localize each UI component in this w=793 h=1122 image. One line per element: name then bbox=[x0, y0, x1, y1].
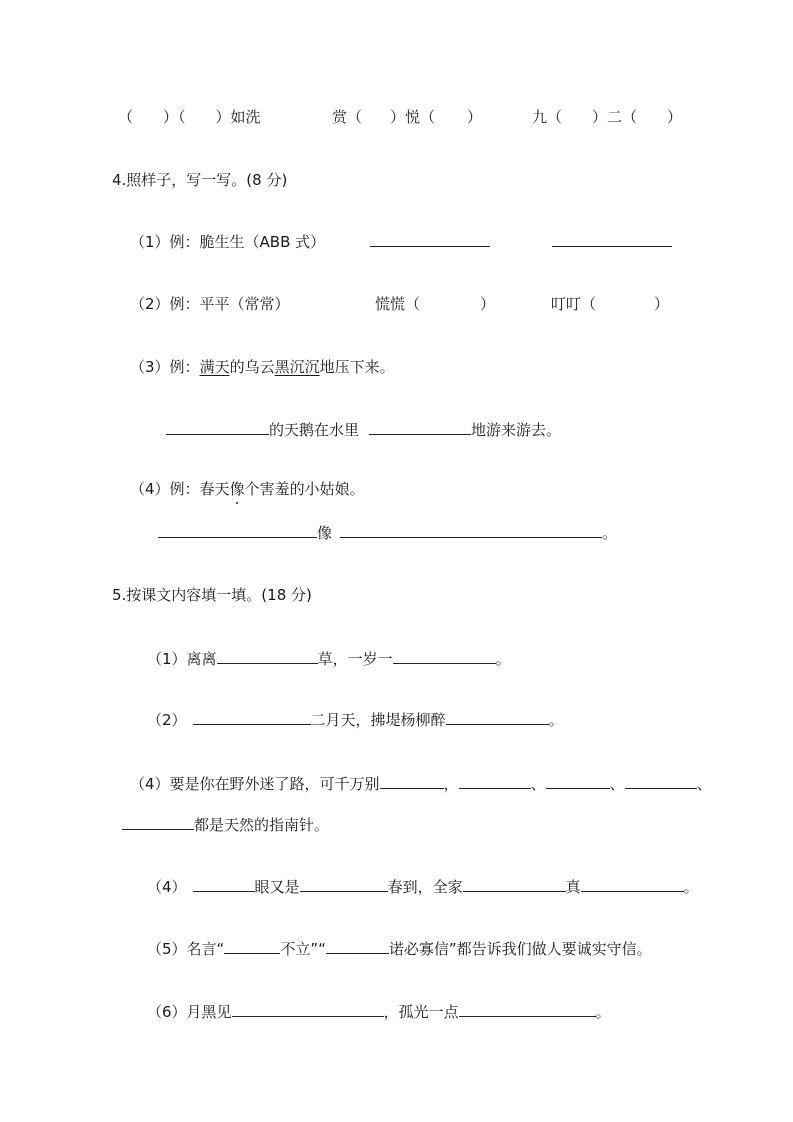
answer-blank[interactable] bbox=[158, 523, 317, 538]
answer-blank[interactable] bbox=[435, 108, 467, 122]
q5-item-2 bbox=[147, 710, 564, 730]
answer-blank[interactable] bbox=[224, 939, 280, 954]
answer-blank[interactable] bbox=[552, 232, 672, 247]
item-number: （4） bbox=[147, 878, 187, 896]
item-text: 月黑见 bbox=[186, 1003, 232, 1021]
answer-blank[interactable] bbox=[625, 774, 697, 789]
item-text: 要是你在野外迷了路，可千万别 bbox=[169, 775, 380, 793]
answer-blank[interactable] bbox=[133, 108, 163, 122]
answer-blank[interactable] bbox=[193, 877, 255, 892]
paren-open: （ bbox=[118, 108, 134, 126]
paren-close: ） bbox=[654, 295, 670, 313]
answer-blank[interactable] bbox=[340, 523, 602, 538]
item-text: ，孤光一点 bbox=[383, 1003, 459, 1021]
idiom-fill-row-2 bbox=[332, 107, 482, 127]
item-text: 名言“ bbox=[186, 940, 225, 958]
word: 叮叮（ bbox=[551, 295, 597, 313]
answer-blank[interactable] bbox=[186, 108, 216, 122]
item-text: 例： bbox=[169, 358, 200, 376]
q5-item-6 bbox=[147, 1002, 611, 1022]
idiom-text: ）二（ bbox=[592, 108, 638, 126]
answer-blank[interactable] bbox=[300, 877, 388, 892]
paren-mid: ）（ bbox=[163, 108, 186, 126]
answer-blank[interactable] bbox=[369, 420, 471, 435]
answer-blank[interactable] bbox=[232, 1002, 384, 1017]
question-5-title: 5.按课文内容填一填。(18 分) bbox=[112, 586, 312, 604]
paren-close: ） bbox=[667, 108, 683, 126]
idiom-fill-row-3 bbox=[532, 107, 682, 127]
answer-text: 像 bbox=[317, 524, 333, 542]
q4-item-2-b bbox=[551, 294, 669, 314]
period: 。 bbox=[495, 650, 511, 668]
item-text: 不立”“ bbox=[280, 940, 326, 958]
paren-close: ） bbox=[480, 295, 496, 313]
answer-blank[interactable] bbox=[546, 774, 610, 789]
item-number: （6） bbox=[147, 1003, 187, 1021]
answer-blank[interactable] bbox=[122, 815, 194, 830]
q4-item-1 bbox=[130, 232, 325, 252]
item-text: 例：平平（常常） bbox=[169, 295, 290, 313]
period: 。 bbox=[683, 878, 699, 896]
q4-item-4-answer bbox=[158, 523, 617, 543]
item-text: 都是天然的指南针。 bbox=[194, 816, 330, 834]
item-text: 草，一岁一 bbox=[317, 650, 393, 668]
separator: 、 bbox=[530, 775, 546, 793]
comma: ， bbox=[443, 775, 459, 793]
answer-blank[interactable] bbox=[370, 232, 490, 247]
q4-item-2-a bbox=[375, 294, 495, 314]
period: 。 bbox=[602, 524, 618, 542]
answer-blank[interactable] bbox=[581, 877, 684, 892]
period: 。 bbox=[595, 1003, 611, 1021]
item-number: （2） bbox=[147, 711, 187, 729]
separator: 、 bbox=[609, 775, 625, 793]
word: 慌慌（ bbox=[375, 295, 421, 313]
q5-item-4 bbox=[130, 774, 712, 794]
item-text: 眼又是 bbox=[254, 878, 300, 896]
item-number: （4） bbox=[130, 480, 170, 498]
item-number: （1） bbox=[147, 650, 187, 668]
answer-blank[interactable] bbox=[362, 108, 390, 122]
answer-blank[interactable] bbox=[459, 1002, 596, 1017]
item-text: 例：脆生生（ABB 式） bbox=[169, 233, 326, 251]
item-text: 例：春天 bbox=[169, 480, 230, 498]
item-text: 二月天，拂堤杨柳醉 bbox=[310, 711, 446, 729]
separator: 、 bbox=[696, 775, 712, 793]
q5-item-4-cont bbox=[122, 815, 329, 835]
q4-item-4 bbox=[130, 479, 365, 499]
answer-text: 地游来游去。 bbox=[471, 421, 562, 439]
q5-item-5 bbox=[147, 939, 652, 959]
item-text: 离离 bbox=[186, 650, 217, 668]
idiom-text: ）如洗 bbox=[215, 108, 261, 126]
answer-blank[interactable] bbox=[562, 108, 592, 122]
answer-text: 的天鹅在水里 bbox=[269, 421, 360, 439]
underlined-word: 黑沉沉 bbox=[274, 358, 320, 376]
answer-blank[interactable] bbox=[463, 877, 566, 892]
item-number: （3） bbox=[130, 358, 170, 376]
q4-item-3-answer bbox=[166, 420, 561, 440]
item-text: 春到，全家 bbox=[387, 878, 463, 896]
item-number: （2） bbox=[130, 295, 170, 313]
question-4-title: 4.照样子，写一写。(8 分) bbox=[112, 171, 288, 189]
item-text: 真 bbox=[565, 878, 581, 896]
item-number: （1） bbox=[130, 233, 170, 251]
paren-close: ） bbox=[467, 108, 483, 126]
answer-blank[interactable] bbox=[166, 420, 269, 435]
q4-item-2 bbox=[130, 294, 290, 314]
idiom-fill-row bbox=[118, 107, 261, 127]
q4-item-1-blanks bbox=[370, 232, 672, 252]
idiom-text: 赏（ bbox=[332, 108, 363, 126]
answer-blank[interactable] bbox=[637, 108, 667, 122]
item-number: （5） bbox=[147, 940, 187, 958]
q5-item-4b bbox=[147, 877, 699, 897]
q4-item-3 bbox=[130, 357, 395, 377]
q5-item-1 bbox=[147, 649, 511, 669]
item-text: 个害羞的小姑娘。 bbox=[244, 480, 365, 498]
period: 。 bbox=[548, 711, 564, 729]
answer-blank[interactable] bbox=[193, 710, 311, 725]
answer-blank[interactable] bbox=[326, 939, 389, 954]
answer-blank[interactable] bbox=[393, 649, 496, 664]
answer-blank[interactable] bbox=[380, 774, 444, 789]
item-text: 地压下来。 bbox=[319, 358, 395, 376]
item-text: 的乌云 bbox=[229, 358, 275, 376]
dotted-word: 像 bbox=[229, 480, 245, 498]
underlined-word: 满天 bbox=[199, 358, 230, 376]
answer-blank[interactable] bbox=[446, 710, 549, 725]
item-text: 诺必寡信”都告诉我们做人要诚实守信。 bbox=[388, 940, 652, 958]
answer-blank[interactable] bbox=[459, 774, 531, 789]
answer-blank[interactable] bbox=[217, 649, 318, 664]
idiom-text: ）悦（ bbox=[390, 108, 436, 126]
item-number: （4） bbox=[130, 775, 170, 793]
idiom-text: 九（ bbox=[532, 108, 563, 126]
